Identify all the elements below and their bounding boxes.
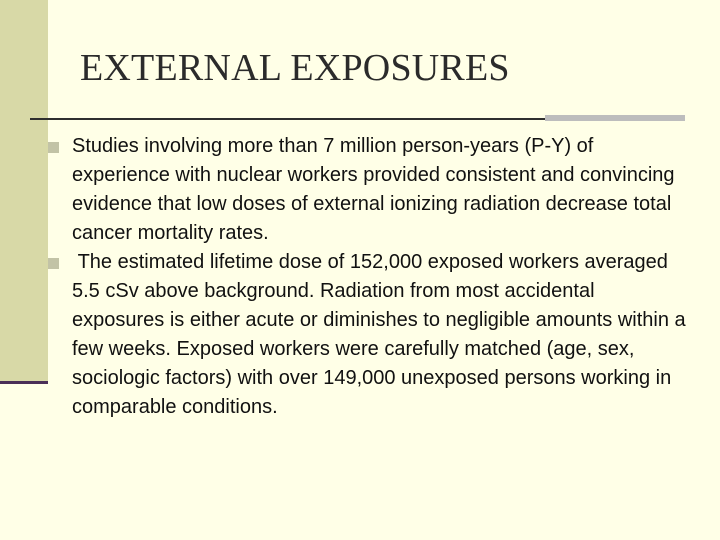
title-underline-rule <box>30 118 545 120</box>
list-item <box>40 132 690 248</box>
square-bullet-icon <box>48 142 59 153</box>
list-item <box>40 248 690 422</box>
slide-title: EXTERNAL EXPOSURES <box>80 47 510 89</box>
title-underline-accent <box>545 115 685 121</box>
bullet-list <box>40 132 690 422</box>
bullet-text: Studies involving more than 7 million person-years (P-Y) of experience with nuclear workers provided consistent and convincing evidence that low doses of external ionizing radiation decrease total cancer mortality rates. <box>72 135 675 244</box>
square-bullet-icon <box>48 258 59 269</box>
bullet-text: The estimated lifetime dose of 152,000 exposed workers averaged 5.5 cSv above background. Radiation from most accidental exposures is either acute or diminishes to negligible amounts within a few weeks. Exposed workers were carefully matched (age, sex, sociologic factors) with over 149,000 unexposed persons working in comparable conditions. <box>72 251 692 418</box>
